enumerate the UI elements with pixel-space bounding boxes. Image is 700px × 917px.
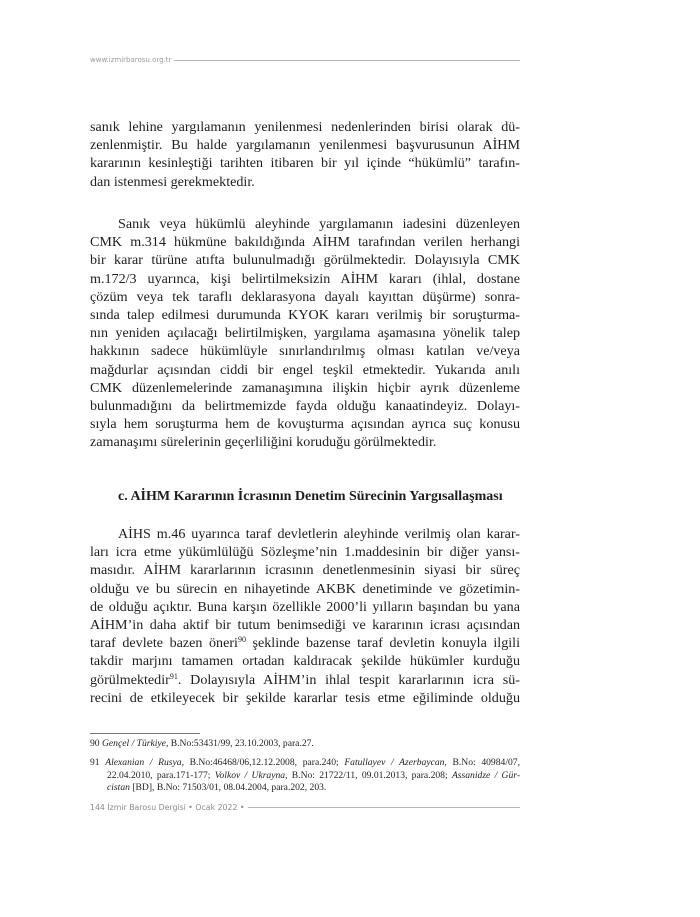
footnote-text: cistan [BD], B.No: 71503/01, 08.04.2004, para.202, 203. (107, 782, 327, 793)
text-line: takdir marjını tamamen ortadan kaldıracak şekilde hükümler kurduğu (90, 653, 520, 670)
footnote-text: Alexanian / Rusya, B.No:46468/06,12.12.2008, para.240; Fatullayev / Azerbaycan, B.No: 40984/07, (105, 757, 520, 768)
text-line: hakkının sadece hükümlüyle sınırlandırılmış olması katılan ve/veya (90, 343, 520, 360)
text-line: bulunmadığını da belirtmemizde fayda olduğu kanaatindeyiz. Dolayı- (90, 397, 520, 414)
text-line: sında talep edilmesi durumunda KYOK kararı verilmiş bir soruşturma- (90, 306, 520, 323)
text-line: bir karar türüne atıfta bulunulmadığı görülmektedir. Dolayısıyla CMK (90, 252, 520, 269)
text-line: de olduğu açıktır. Buna karşın özellikle 2000’li yılların başından bu yana (90, 598, 520, 615)
paragraph-1 (90, 118, 520, 191)
text-line: sıyla hem soruşturma hem de kovuşturma açısından ayrıca suç konusu (90, 416, 520, 433)
text-line: görülmektedir$^{91}$. Dolayısıyla AİHM’in ihlal tespit kararlarının icra sü- (90, 671, 520, 688)
text-line: recini de etkileyecek bir şekilde kararlar tesis etme eğiliminde olduğu (90, 689, 520, 706)
page-header (90, 54, 520, 66)
footnote-separator (90, 733, 200, 734)
section-heading: c. AİHM Kararının İcrasının Denetim Sürecinin Yargısallaşması (118, 489, 503, 504)
text-line: sanık lehine yargılamanın yenilenmesi nedenlerinden birisi olarak dü- (90, 119, 520, 135)
footnote-text: 22.04.2010, para.171-177; Volkov / Ukrayna, B.No: 21722/11, 09.01.2013, para.208; Assanidze / Gür- (107, 769, 521, 781)
text-line: mağdurlar açısından ciddi bir engel teşkil etmektedir. Yukarıda anılı (90, 361, 520, 378)
header-url: www.izmirbarosu.org.tr (90, 56, 172, 64)
text-line: m.172/3 uyarınca, kişi belirtilmeksizin AİHM kararı (ihlal, dostane (90, 270, 520, 287)
text-line: masıdır. AİHM kararlarının icrasının denetlenmesinin siyasi bir süreç (90, 562, 520, 579)
text-line: CMK m.314 hükmüne bakıldığında AİHM tarafından verilen herhangi (90, 234, 520, 251)
footnote-reference: 91 (169, 671, 178, 681)
text-line: ları icra etme yükümlülüğü Sözleşme’nin 1.maddesinin bir diğer yansı- (90, 544, 520, 561)
footer-text: 144 İzmir Barosu Dergisi • Ocak 2022 • (90, 802, 245, 812)
text-line: Sanık veya hükümlü aleyhinde yargılamanın iadesini düzenleyen (118, 216, 520, 232)
text-line: taraf devlete bazen öneri$^{90}$ şeklinde bazense taraf devletin konuyla ilgili (90, 635, 520, 652)
paragraph-3 (90, 525, 520, 707)
footer-rule (248, 807, 521, 808)
paragraph-2 (90, 215, 520, 451)
footnote-90 (90, 738, 520, 751)
header-rule (174, 60, 520, 61)
text-line: zamanaşımı sürelerinin geçerliliğini koruduğu görülmektedir. (90, 434, 437, 451)
text-line: AİHM’in daha aktif bir tutum benimsediği ve kararının icrası açısından (90, 616, 520, 633)
footnote-text: Gençel / Türkiye, B.No:53431/99, 23.10.2003, para.27. (102, 738, 314, 749)
text-line: kararının kesinleştiği tarihten itibaren bir yıl içinde “hükümlü” tarafın- (90, 155, 520, 172)
footnote-number: 91 (90, 757, 100, 768)
footnote-91 (90, 757, 520, 795)
page-footer (90, 800, 520, 814)
text-line: AİHS m.46 uyarınca taraf devletlerin aleyhinde verilmiş olan karar- (118, 526, 520, 542)
text-line: zenlenmiştir. Bu halde yargılamanın yenilenmesi başvurusunun AİHM (90, 137, 520, 154)
footnote-reference: 90 (237, 635, 246, 645)
text-line: çözüm veya tek taraflı deklarasyona dayalı kayıttan düşürme) sonra- (90, 288, 520, 305)
text-line: CMK düzenlemelerinde zamanaşımına ilişkin hiçbir ayrık düzenleme (90, 379, 520, 396)
text-line: dan istenmesi gerekmektedir. (90, 173, 255, 190)
text-line: olduğu ve bu sürecin en nihayetinde AKBK denetiminde ve gözetimin- (90, 580, 520, 597)
text-line: nın yeniden açılacağı belirtilmişken, yargılama aşamasına yönelik talep (90, 325, 520, 342)
footnote-number: 90 (90, 738, 100, 749)
